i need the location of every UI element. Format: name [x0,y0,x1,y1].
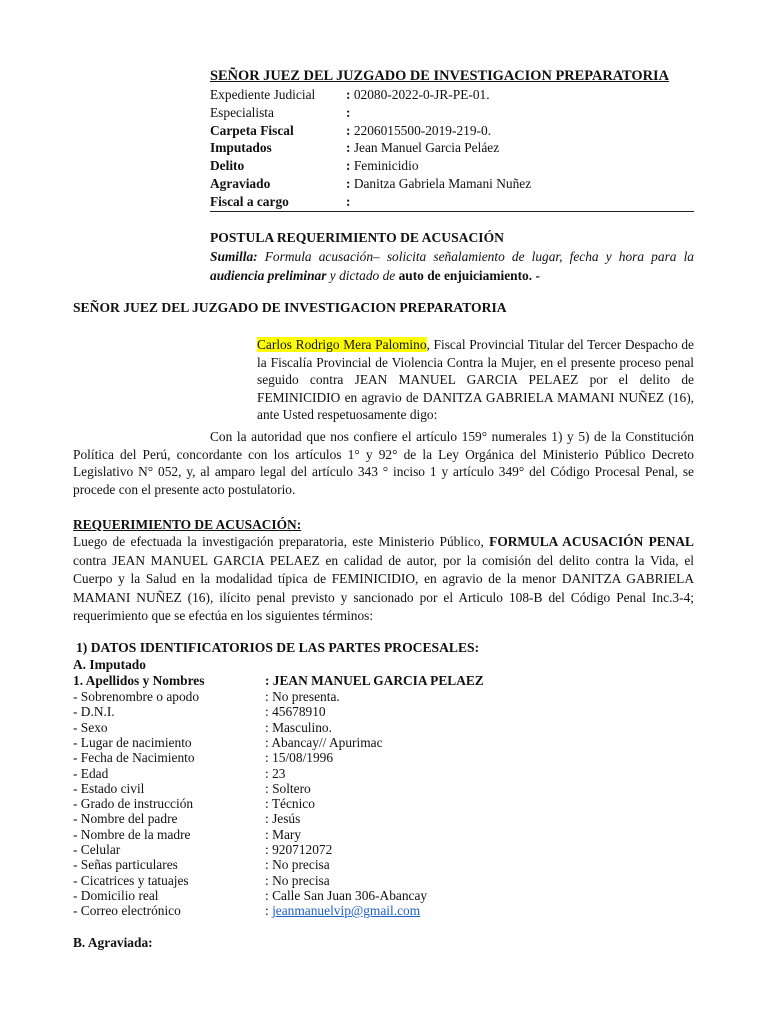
imputado-data-value: : Masculino. [265,719,332,735]
imputado-data-label: - Edad [73,765,109,781]
salutation: SEÑOR JUEZ DEL JUZGADO DE INVESTIGACION PREPARATORIA [73,300,507,315]
email-separator: : [265,903,273,919]
imputado-data-value: : No precisa [265,857,330,873]
imputado-data-value: : Abancay// Apurimac [265,734,383,750]
sumilla-text-2: y dictado de [326,268,399,283]
case-info-separator: : [346,193,351,209]
imputado-data-value: : Soltero [265,780,311,796]
imputado-data-label: - Grado de instrucción [73,796,194,812]
imputado-data-value: : 45678910 [265,704,326,720]
case-info-separator: : [346,87,354,102]
case-info-label: Fiscal a cargo [210,193,289,209]
requerimiento-title: REQUERIMIENTO DE ACUSACIÓN: [73,517,302,532]
requerimiento-text: Luego de efectuada la investigación preparatoria, este Ministerio Público, [73,534,490,549]
case-info-separator: : [346,140,354,156]
imputado-data-value: : Jesús [265,811,301,827]
intro-paragraph [257,336,694,424]
email-link[interactable]: jeanmanuelvip@gmail.com [272,903,421,919]
imputado-data-label: - Sobrenombre o apodo [73,689,200,704]
main-name-label: 1. Apellidos y Nombres [73,673,205,688]
case-info-row [210,139,694,157]
imputado-data-label: - Fecha de Nacimiento [73,750,195,766]
case-info-label: Agraviado [210,176,271,191]
case-info-separator: : [346,104,351,120]
imputado-data-label: - Domicilio real [73,887,159,903]
sumilla [210,247,694,285]
sumilla-text: Formula acusación– solicita señalamiento de lugar, fecha y hora para la [257,249,694,264]
imputado-data-label: - Cicatrices y tatuajes [73,872,189,888]
postula-title: POSTULA REQUERIMIENTO DE ACUSACIÓN [210,230,504,245]
requerimiento-text-2: contra JEAN MANUEL GARCIA PELAEZ en calidad de autor, por la comisión del delito contra la Vida, el Cuerpo y la Salud en la modalidad típica de FEMINICIDIO, en agravio de la menor DANITZA GABRIELA MAMANI NUÑEZ (16), ilícito penal previsto y sancionado por el Articulo 108-B del Código Penal Inc.3-4; requerimiento que se efectúa en los siguientes términos: [73,552,694,624]
case-info-row [210,157,694,175]
case-info-value-text: Feminicidio [353,158,419,174]
case-info-separator: : [346,122,354,138]
imputado-subtitle: A. Imputado [73,657,146,672]
sumilla-bold-2: auto de enjuiciamiento [398,268,529,283]
sumilla-end: . - [528,268,540,283]
datos-title: 1) DATOS IDENTIFICATORIOS DE LAS PARTES PROCESALES: [76,640,480,655]
sumilla-bold-1: audiencia preliminar [210,268,327,283]
sumilla-label: Sumilla: [210,249,258,264]
imputado-data-label: - D.N.I. [73,704,115,720]
case-info-row [210,104,694,122]
case-info-value [346,122,491,140]
case-info-value [346,139,499,157]
case-info-separator: : [346,158,354,174]
imputado-data-label: - Nombre de la madre [73,826,191,842]
case-info-value-text: 02080-2022-0-JR-PE-01. [353,87,490,102]
header-divider [210,211,694,212]
case-info-label: Especialista [210,104,274,120]
case-info-value-text: Jean Manuel Garcia Peláez [353,140,500,156]
case-info-row [210,193,694,211]
case-info-value [346,193,350,211]
intro-text: , Fiscal Provincial Titular del Tercer Despacho de la Fiscalía Provincial de Violencia Contra la Mujer, en el presente proceso penal seguido contra JEAN MANUEL GARCIA PELAEZ por el delito de FEMINICIDIO en agravio de DANITZA GABRIELA MAMANI NUÑEZ (16), ante Usted respetuosamente digo: [257,337,694,423]
email-value [265,903,420,919]
imputado-data-label: - Celular [73,842,121,857]
agraviada-subtitle: B. Agraviada: [73,935,153,950]
imputado-data-value: : Mary [265,826,302,842]
imputado-data-label: - Estado civil [73,780,145,796]
imputado-data-label: - Señas particulares [73,857,178,873]
imputado-data-value: : Calle San Juan 306-Abancay [265,887,428,903]
case-info-label: Expediente Judicial [210,87,316,102]
case-info-value-text: Danitza Gabriela Mamani Nuñez [353,176,532,191]
imputado-data-value: : Técnico [265,796,315,812]
case-info-row [210,86,694,104]
case-info-value [346,157,419,175]
email-label: - Correo electrónico [73,903,181,919]
case-info-value [346,104,350,122]
authority-paragraph: Con la autoridad que nos confiere el artículo 159° numerales 1) y 5) de la Constitución Política del Perú, concordante con los artículos 1° y 92° de la Ley Orgánica del Ministerio Público Decreto Legislativo N° 052, y, al amparo legal del artículo 343 ° inciso 1 y artículo 349° del Código Procesal Penal, se procede con el presente acto postulatorio. [73,429,694,497]
requerimiento-paragraph [73,533,694,626]
formula-acusacion: FORMULA ACUSACIÓN PENAL [489,534,694,549]
case-info-row [210,175,694,193]
imputado-data-label: - Lugar de nacimiento [73,734,192,750]
imputado-data-label: - Sexo [73,719,108,735]
imputado-data-value: : 920712072 [265,842,333,857]
case-info-value [346,175,531,193]
case-info-row [210,122,694,140]
document-heading: SEÑOR JUEZ DEL JUZGADO DE INVESTIGACION PREPARATORIA [210,68,669,84]
case-info-label: Carpeta Fiscal [210,122,294,138]
case-info-label: Delito [210,158,245,174]
prosecutor-name: Carlos Rodrigo Mera Palomino [257,337,427,352]
imputado-data-value: : 23 [265,765,286,781]
imputado-data-value: : No presenta. [265,689,340,704]
case-info-value-text: 2206015500-2019-219-0. [353,122,492,138]
main-name-value: : JEAN MANUEL GARCIA PELAEZ [265,673,484,688]
case-info-label: Imputados [210,140,272,156]
imputado-data-label: - Nombre del padre [73,811,178,827]
imputado-data-value: : 15/08/1996 [265,750,334,766]
case-info-value [346,86,490,104]
imputado-data-value: : No precisa [265,872,330,888]
case-info-separator: : [346,176,354,191]
